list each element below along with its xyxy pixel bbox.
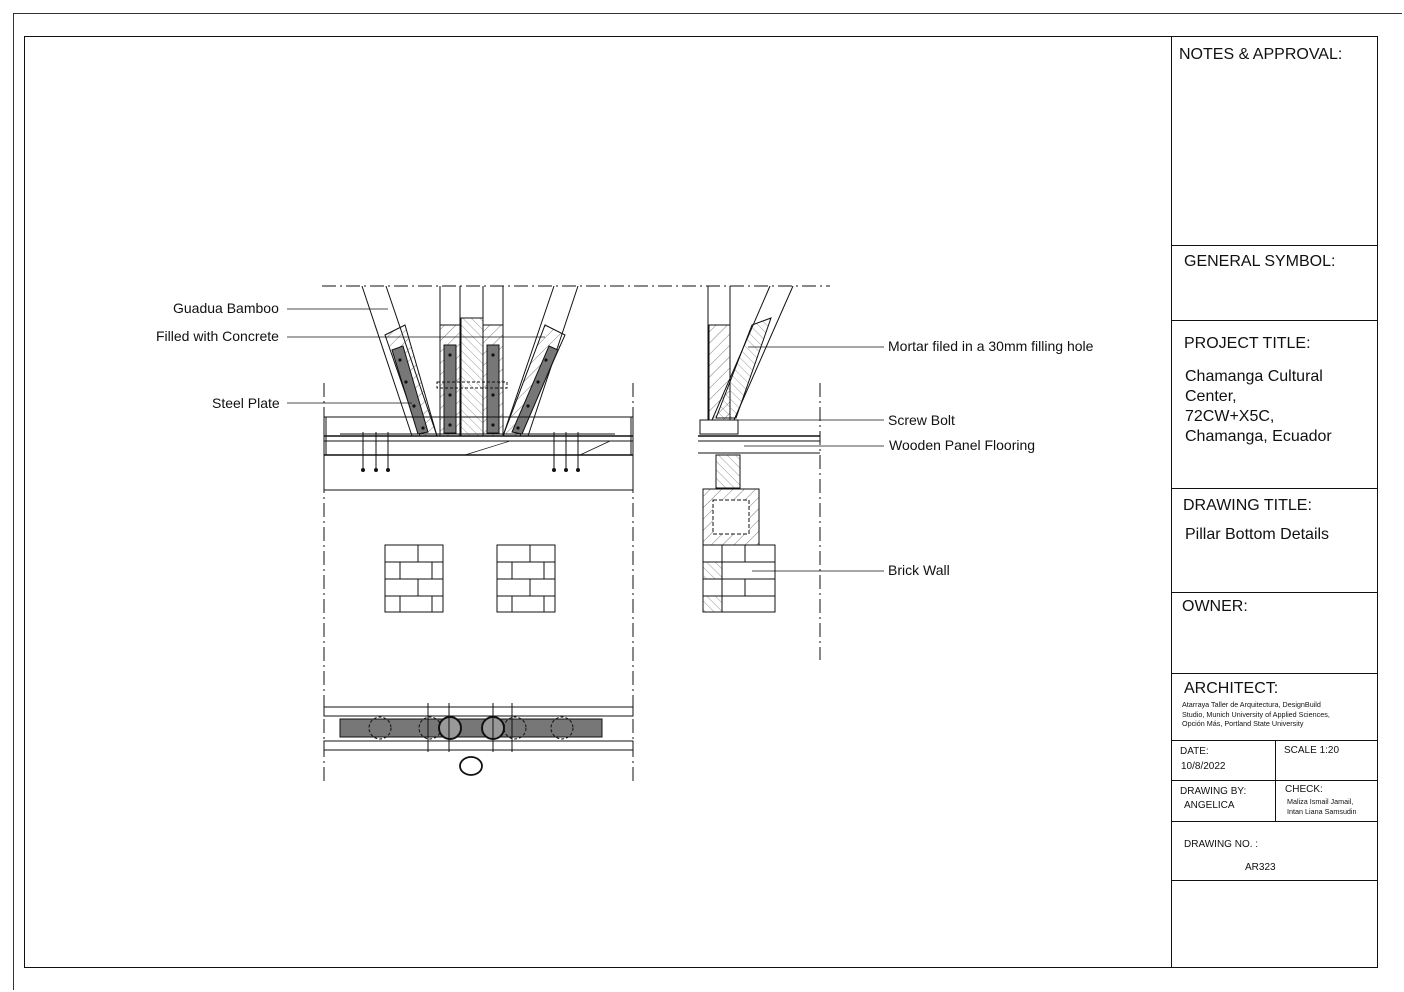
- brick-pattern-left: [385, 545, 443, 612]
- side-section: [698, 286, 820, 612]
- scale-value: SCALE 1:20: [1284, 745, 1340, 756]
- callout-screw-bolt: Screw Bolt: [888, 412, 955, 428]
- project-title-section: [1172, 321, 1377, 489]
- notes-approval-section: [1172, 36, 1377, 246]
- owner-section: [1172, 593, 1377, 674]
- drawing-title: Pillar Bottom Details: [1185, 526, 1330, 543]
- cell-divider: [1275, 741, 1276, 781]
- drawing-number-label: DRAWING NO. :: [1184, 839, 1259, 850]
- drawing-by-value: ANGELICA: [1184, 800, 1235, 811]
- drawing-number-section: [1172, 822, 1377, 881]
- notes-approval-label: NOTES & APPROVAL:: [1179, 46, 1343, 63]
- drawing-title-label: DRAWING TITLE:: [1183, 497, 1312, 514]
- check-line-1: Maliza Ismail Jamail,: [1287, 797, 1354, 806]
- drawing-number-value: AR323: [1245, 862, 1276, 873]
- drawing-title-section: [1172, 489, 1377, 593]
- project-title-label: PROJECT TITLE:: [1184, 335, 1311, 352]
- drawing-by-label: DRAWING BY:: [1180, 786, 1247, 797]
- anchor-bolts: [361, 432, 580, 472]
- project-title-line-2: Center,: [1185, 388, 1237, 405]
- plan-view-strip: [324, 703, 633, 775]
- project-title-line-4: Chamanga, Ecuador: [1185, 428, 1332, 445]
- cell-divider: [1275, 781, 1276, 822]
- check-line-2: Intan Liana Samsudin: [1287, 807, 1357, 816]
- general-symbol-section: [1172, 246, 1377, 321]
- callout-guadua-bamboo: Guadua Bamboo: [173, 300, 279, 316]
- callout-mortar: Mortar filed in a 30mm filling hole: [888, 338, 1094, 354]
- architect-line-2: Studio, Munich University of Applied Sciences,: [1182, 709, 1330, 719]
- architect-line-1: Atarraya Taller de Arquitectura, DesignBuild: [1182, 700, 1321, 709]
- title-block: [1171, 36, 1378, 968]
- owner-label: OWNER:: [1182, 598, 1248, 615]
- date-scale-row: [1172, 741, 1377, 781]
- bamboo-right-diagonal: [503, 286, 578, 436]
- bamboo-vertical-posts: [437, 286, 507, 436]
- callout-brick-wall: Brick Wall: [888, 562, 950, 578]
- date-value: 10/8/2022: [1181, 761, 1226, 772]
- architect-section: [1172, 674, 1377, 741]
- project-title-line-1: Chamanga Cultural: [1185, 368, 1323, 385]
- project-title-line-3: 72CW+X5C,: [1185, 408, 1275, 425]
- callout-steel-plate: Steel Plate: [212, 395, 280, 411]
- callout-filled-concrete: Filled with Concrete: [156, 328, 279, 344]
- general-symbol-label: GENERAL SYMBOL:: [1184, 253, 1336, 270]
- architect-label: ARCHITECT:: [1184, 680, 1279, 697]
- drawing-by-check-row: [1172, 781, 1377, 822]
- brick-pattern-right: [497, 545, 555, 612]
- callout-leaders: [287, 309, 884, 571]
- check-label: CHECK:: [1285, 784, 1323, 795]
- architect-line-3: Opción Más, Portland State University: [1182, 719, 1304, 728]
- callout-wooden-panel: Wooden Panel Flooring: [889, 437, 1036, 453]
- date-label: DATE:: [1180, 746, 1209, 757]
